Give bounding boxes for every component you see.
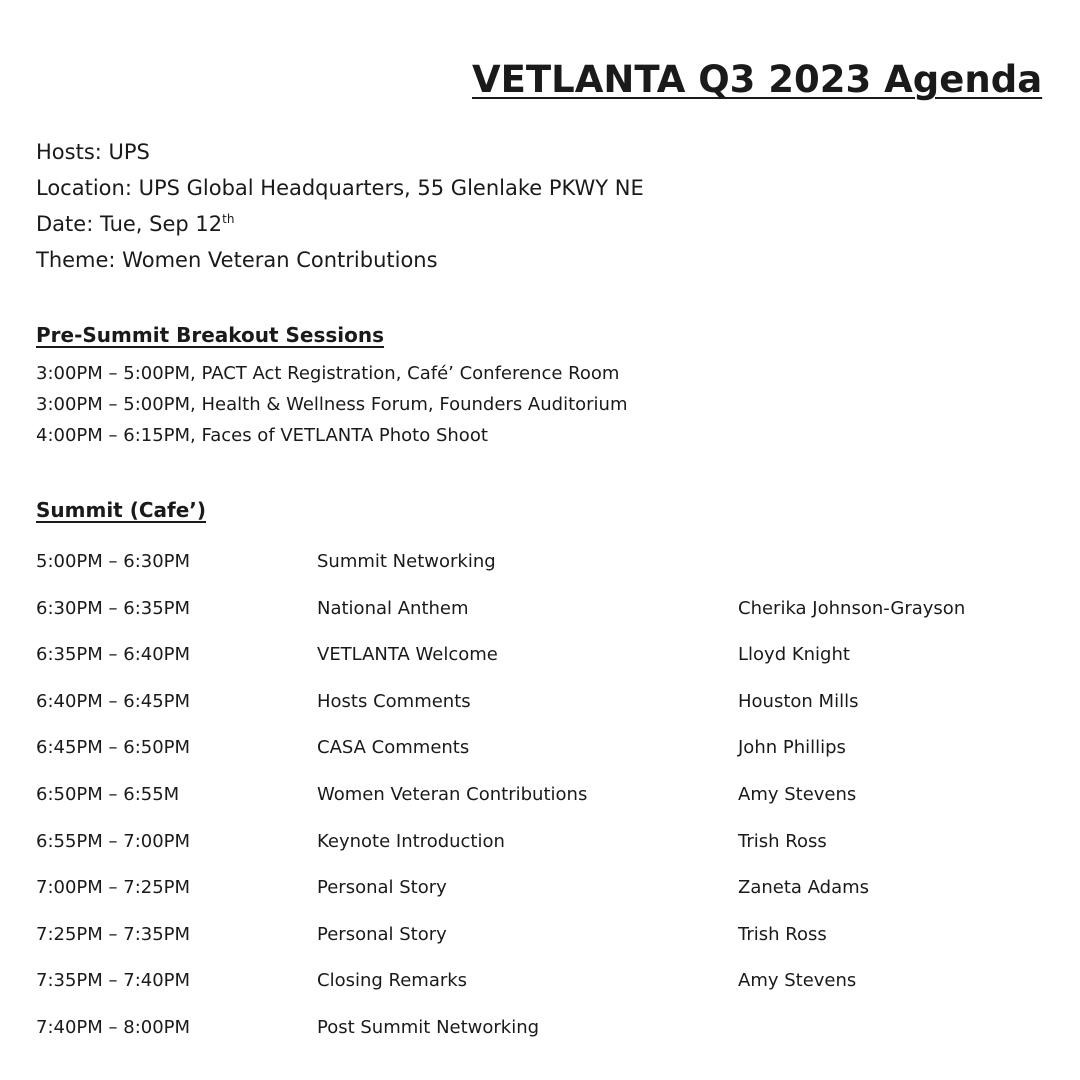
schedule-row xyxy=(36,779,1046,826)
schedule-row xyxy=(36,686,1046,733)
schedule-time: 6:45PM – 6:50PM xyxy=(36,737,191,759)
schedule-event: Personal Story xyxy=(317,923,447,945)
breakout-session-item: 3:00PM – 5:00PM, Health & Wellness Forum, Founders Auditorium xyxy=(36,394,628,415)
schedule-event: Keynote Introduction xyxy=(317,830,505,852)
schedule-speaker: Amy Stevens xyxy=(738,783,857,805)
schedule-time: 6:40PM – 6:45PM xyxy=(36,690,191,712)
schedule-speaker: Trish Ross xyxy=(738,923,827,945)
schedule-event: CASA Comments xyxy=(317,737,470,759)
schedule-time: 6:35PM – 6:40PM xyxy=(36,644,191,666)
schedule-speaker: Trish Ross xyxy=(738,830,827,852)
schedule-speaker: Houston Mills xyxy=(738,690,859,712)
schedule-time: 7:35PM – 7:40PM xyxy=(36,970,191,992)
schedule-row xyxy=(36,732,1046,779)
schedule-speaker: Zaneta Adams xyxy=(738,877,870,899)
date-line xyxy=(36,206,644,242)
pre-summit-heading: Pre-Summit Breakout Sessions xyxy=(36,323,385,347)
schedule-speaker: Amy Stevens xyxy=(738,970,857,992)
hosts-line: Hosts: UPS xyxy=(36,140,150,164)
event-details xyxy=(36,134,644,278)
schedule-event: Personal Story xyxy=(317,877,447,899)
breakout-session-item: 4:00PM – 6:15PM, Faces of VETLANTA Photo Shoot xyxy=(36,425,488,446)
schedule-event: Closing Remarks xyxy=(317,970,468,992)
schedule-event: National Anthem xyxy=(317,597,469,619)
schedule-row xyxy=(36,965,1046,1012)
schedule-time: 5:00PM – 6:30PM xyxy=(36,551,191,572)
schedule-event: Summit Networking xyxy=(317,551,496,572)
schedule-time: 7:40PM – 8:00PM xyxy=(36,1016,191,1038)
breakout-sessions-list xyxy=(36,358,627,451)
schedule-event: Post Summit Networking xyxy=(317,1016,540,1038)
schedule-row xyxy=(36,593,1046,640)
summit-heading: Summit (Cafe’) xyxy=(36,498,207,522)
date-text: Date: Tue, Sep 12 xyxy=(36,212,223,236)
schedule-row xyxy=(36,639,1046,686)
location-line: Location: UPS Global Headquarters, 55 Glenlake PKWY NE xyxy=(36,176,644,200)
date-suffix: th xyxy=(222,212,235,226)
theme-line: Theme: Women Veteran Contributions xyxy=(36,248,438,272)
schedule-speaker: Lloyd Knight xyxy=(738,644,850,666)
schedule-time: 6:30PM – 6:35PM xyxy=(36,597,191,619)
schedule-speaker: Cherika Johnson-Grayson xyxy=(738,597,966,619)
schedule-row xyxy=(36,1012,1046,1059)
schedule-row xyxy=(36,826,1046,873)
schedule-event: Women Veteran Contributions xyxy=(317,783,588,805)
schedule-time: 6:55PM – 7:00PM xyxy=(36,830,191,852)
page-title: VETLANTA Q3 2023 Agenda xyxy=(472,58,1043,101)
schedule-time: 7:25PM – 7:35PM xyxy=(36,923,191,945)
schedule-row xyxy=(36,919,1046,966)
schedule-row xyxy=(36,546,1046,593)
schedule-speaker: John Phillips xyxy=(738,737,846,759)
schedule-event: Hosts Comments xyxy=(317,690,471,712)
schedule-row xyxy=(36,872,1046,919)
summit-schedule-table xyxy=(36,546,1046,1059)
breakout-session-item: 3:00PM – 5:00PM, PACT Act Registration, Café’ Conference Room xyxy=(36,363,620,384)
schedule-time: 7:00PM – 7:25PM xyxy=(36,877,191,899)
schedule-time: 6:50PM – 6:55M xyxy=(36,783,180,805)
schedule-event: VETLANTA Welcome xyxy=(317,644,498,666)
